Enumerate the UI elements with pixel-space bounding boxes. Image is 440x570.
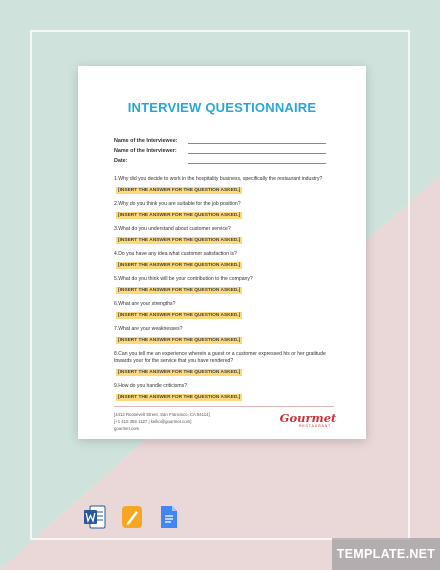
footer-address: [4412 Roosevelt Street, San Francisco, CA 94114]	[114, 412, 210, 417]
field-label: Date:	[114, 158, 128, 164]
answer-5: [INSERT THE ANSWER FOR THE QUESTION ASKED.]	[118, 288, 241, 293]
footer-website: gourmet.com	[114, 426, 140, 431]
footer-divider	[114, 406, 334, 407]
field-interviewee	[114, 136, 326, 146]
document-title: INTERVIEW QUESTIONNAIRE	[127, 100, 317, 115]
footer-phone: [+1 415 359 1127 | keiko@gourmet.com]	[114, 419, 192, 424]
question-6: 6.What are your strengths?	[114, 301, 176, 307]
answer-6: [INSERT THE ANSWER FOR THE QUESTION ASKED.]	[118, 313, 241, 318]
question-4: 4.Do you have any idea what customer satisfaction is?	[114, 251, 237, 257]
gourmet-logo	[278, 412, 338, 428]
field-line	[188, 153, 326, 154]
answer-1: [INSERT THE ANSWER FOR THE QUESTION ASKED.]	[118, 188, 241, 193]
logo-brand: Gourmet	[279, 411, 337, 425]
google-docs-icon[interactable]	[158, 504, 180, 530]
question-1: 1.Why did you decide to work in the hospitality business, specifically the restaurant industry?	[114, 176, 323, 182]
answer-9: [INSERT THE ANSWER FOR THE QUESTION ASKED.]	[118, 395, 241, 400]
question-7: 7.What are your weaknesses?	[114, 326, 183, 332]
field-line	[188, 143, 326, 144]
field-label: Name of the Interviewee:	[114, 138, 178, 144]
field-interviewer	[114, 146, 326, 156]
question-9: 9.How do you handle criticisms?	[114, 383, 188, 389]
question-5: 5.What do you think will be your contribution to the company?	[114, 276, 253, 282]
field-line	[188, 163, 326, 164]
word-icon[interactable]	[84, 504, 106, 530]
answer-4: [INSERT THE ANSWER FOR THE QUESTION ASKED.]	[118, 263, 241, 268]
app-icons-row	[84, 504, 194, 534]
document-page	[78, 66, 366, 439]
question-2: 2.Why do you think you are suitable for the job position?	[114, 201, 241, 207]
answer-2: [INSERT THE ANSWER FOR THE QUESTION ASKED.]	[118, 213, 241, 218]
question-8: 8.Can you tell me an experience wherein a guest or a customer expressed his or her gratitude towards your for the service that you have rendered?	[114, 351, 326, 364]
answer-3: [INSERT THE ANSWER FOR THE QUESTION ASKED.]	[118, 238, 241, 243]
pages-icon[interactable]	[121, 504, 143, 530]
field-date	[114, 156, 326, 166]
answer-8: [INSERT THE ANSWER FOR THE QUESTION ASKED.]	[118, 370, 241, 375]
field-label: Name of the Interviewer:	[114, 148, 177, 154]
question-3: 3.What do you understand about customer service?	[114, 226, 231, 232]
logo-sub: RESTAURANT	[298, 424, 332, 428]
answer-7: [INSERT THE ANSWER FOR THE QUESTION ASKED.]	[118, 338, 241, 343]
template-net-badge[interactable]: TEMPLATE.NET	[332, 538, 440, 570]
